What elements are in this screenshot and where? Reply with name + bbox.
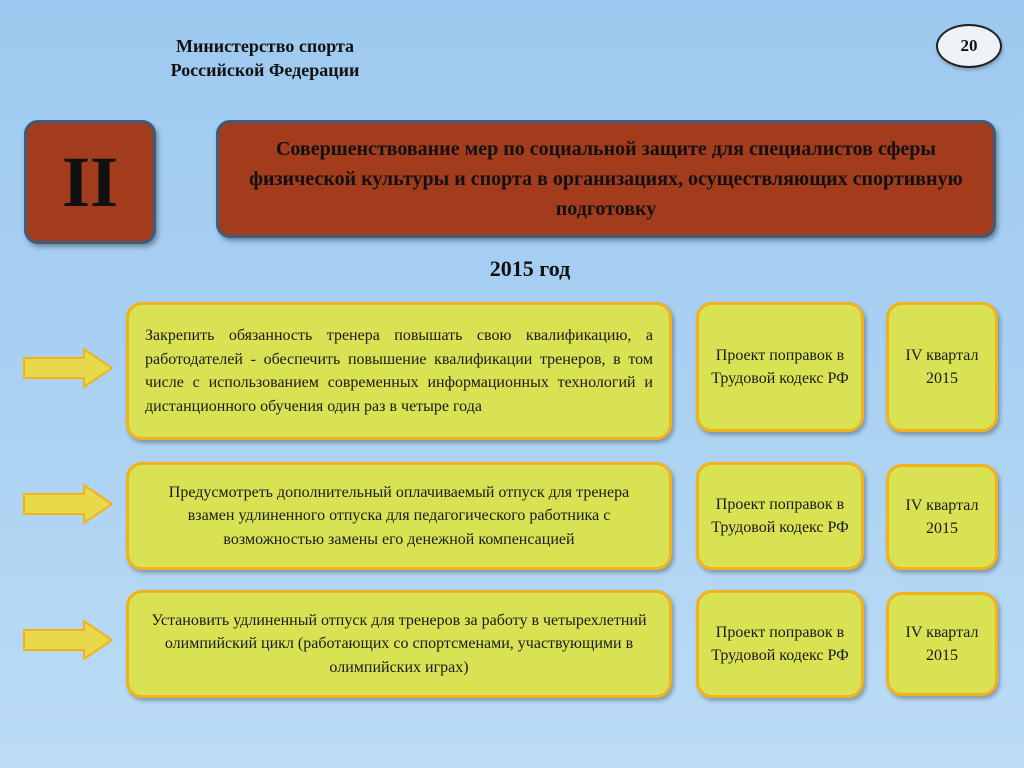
document-text-2: Проект поправок в Трудовой кодекс РФ [711,495,849,536]
section-number: II [24,120,156,244]
arrow-right-icon [22,620,114,660]
task-text-2: Предусмотреть дополнительный оплачиваемый отпуск для тренера взамен удлиненного отпуска для педагогического работника с возможностью замены его денежной компенсацией [168,483,630,548]
document-box-2 [696,462,864,570]
ministry-name [130,34,400,82]
document-text-3: Проект поправок в Трудовой кодекс РФ [711,623,849,664]
ministry-name-line1: Министерство спорта [175,36,355,56]
task-text-1: Закрепить обязанность тренера повышать свою квалификацию, а работодателей - обеспечить повышение квалификации тренеров, в том числе с использованием современных информационных технологий и дистанционного обучения один раз в четыре года [145,327,653,415]
arrow-right-icon [22,484,114,524]
term-box-1 [886,302,998,432]
term-box-2 [886,464,998,570]
document-box-3 [696,590,864,698]
document-box-1 [696,302,864,432]
page-number: 20 [936,24,1002,68]
year-heading: 2015 год [489,256,571,281]
term-text-2: IV квартал 2015 [905,496,979,537]
document-text-1: Проект поправок в Трудовой кодекс РФ [711,346,849,387]
term-text-3: IV квартал 2015 [905,623,979,664]
term-box-3 [886,592,998,696]
arrow-right-icon [22,348,114,388]
section-title: Совершенствование мер по социальной защите для специалистов сферы физической культуры и спорта в организациях, осуществляющих спортивную подготовку [216,120,996,238]
task-box-1 [126,302,672,440]
term-text-1: IV квартал 2015 [905,346,979,387]
ministry-name-line2: Российской Федерации [170,60,360,80]
task-text-3: Установить удлиненный отпуск для тренеров за работу в четырехлетний олимпийский цикл (работающих со спортсменами, участвующими в олимпийских играх) [151,611,647,676]
task-box-3 [126,590,672,698]
task-box-2 [126,462,672,570]
